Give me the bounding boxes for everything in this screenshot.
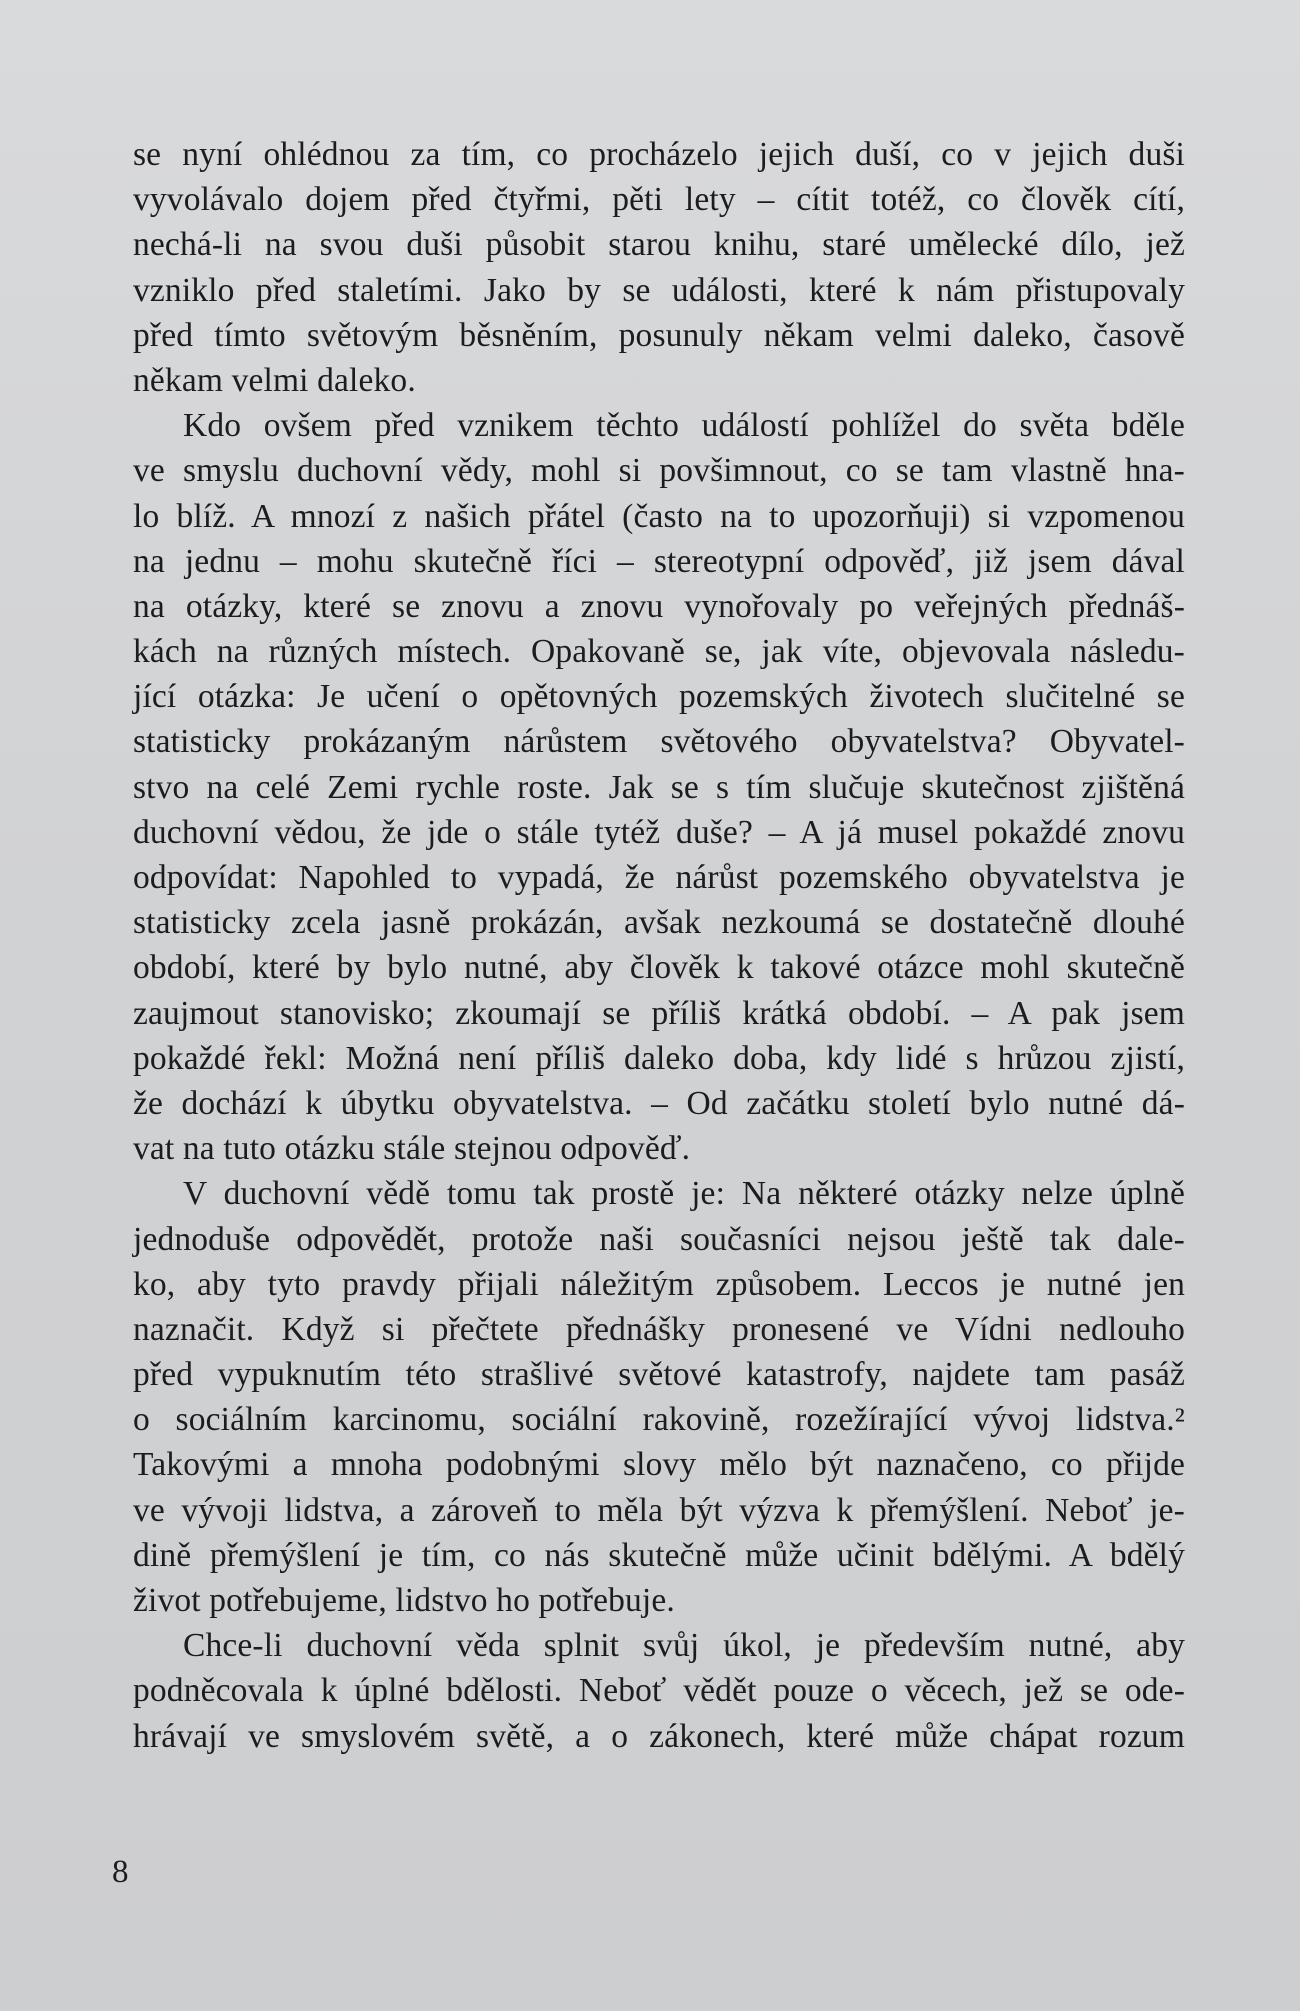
paragraph [133, 403, 1185, 1171]
paragraph [133, 132, 1185, 403]
page-number: 8 [112, 1854, 129, 1890]
text-line: naznačit. Když si přečtete přednášky pronesené ve Vídni nedlouho [133, 1310, 1185, 1348]
text-line: lo blíž. A mnozí z našich přátel (často na to upozorňuji) si vzpomenou [133, 497, 1185, 535]
text-line: pokaždé řekl: Možná není příliš daleko doba, kdy lidé s hrůzou zjistí, [133, 1039, 1185, 1077]
paragraph [133, 1171, 1185, 1623]
text-line: Chce-li duchovní věda splnit svůj úkol, je především nutné, aby [183, 1627, 1185, 1665]
text-line: období, které by bylo nutné, aby člověk k takové otázce mohl skutečně [133, 949, 1185, 987]
text-line: stvo na celé Zemi rychle roste. Jak se s tím slučuje skutečnost zjištěná [133, 768, 1185, 806]
text-line: se nyní ohlédnou za tím, co procházelo jejich duší, co v jejich duši [133, 136, 1185, 173]
text-line: zaujmout stanovisko; zkoumají se příliš krátká období. – A pak jsem [133, 994, 1185, 1032]
text-line: dině přemýšlení je tím, co nás skutečně může učinit bdělými. A bdělý [133, 1536, 1185, 1574]
text-line: vzniklo před staletími. Jako by se události, které k nám přistupovaly [133, 271, 1185, 309]
text-line: ko, aby tyto pravdy přijali náležitým způsobem. Leccos je nutné jen [133, 1265, 1185, 1303]
text-line: Kdo ovšem před vznikem těchto událostí pohlížel do světa bděle [183, 407, 1185, 445]
text-line: jící otázka: Je učení o opětovných pozemských životech slučitelné se [133, 678, 1185, 716]
text-line: statisticky zcela jasně prokázán, avšak nezkoumá se dostatečně dlouhé [133, 904, 1185, 942]
text-line: ve vývoji lidstva, a zároveň to měla být výzva k přemýšlení. Neboť je- [133, 1491, 1185, 1529]
text-line: nechá-li na svou duši působit starou knihu, staré umělecké dílo, jež [133, 226, 1185, 264]
text-line: na jednu – mohu skutečně říci – stereotypní odpověď, již jsem dával [133, 542, 1185, 580]
text-line: statisticky prokázaným nárůstem světového obyvatelstva? Obyvatel- [133, 723, 1185, 761]
paragraph [133, 1623, 1185, 1759]
text-line: život potřebujeme, lidstvo ho potřebuje. [133, 1582, 675, 1619]
text-line: kách na různých místech. Opakovaně se, jak víte, objevovala následu- [133, 633, 1185, 671]
text-line: že dochází k úbytku obyvatelstva. – Od začátku století bylo nutné dá- [133, 1084, 1185, 1122]
text-line: Takovými a mnoha podobnými slovy mělo být naznačeno, co přijde [133, 1446, 1185, 1484]
text-line: vyvolávalo dojem před čtyřmi, pěti lety – cítit totéž, co člověk cítí, [133, 181, 1185, 219]
text-line: hrávají ve smyslovém světě, a o zákonech, které může chápat rozum [133, 1717, 1185, 1755]
text-line: před tímto světovým běsněním, posunuly někam velmi daleko, časově [133, 316, 1185, 354]
text-line: podněcovala k úplné bdělosti. Neboť vědět pouze o věcech, jež se ode- [133, 1672, 1185, 1710]
text-line: V duchovní vědě tomu tak prostě je: Na některé otázky nelze úplně [183, 1175, 1185, 1213]
text-line: před vypuknutím této strašlivé světové katastrofy, najdete tam pasáž [133, 1356, 1185, 1394]
text-line: duchovní vědou, že jde o stále tytéž duše? – A já musel pokaždé znovu [133, 813, 1185, 851]
text-line: o sociálním karcinomu, sociální rakovině, rozežírající vývoj lidstva.² [133, 1401, 1185, 1439]
text-line: odpovídat: Napohled to vypadá, že nárůst pozemského obyvatelstva je [133, 859, 1185, 896]
text-line: vat na tuto otázku stále stejnou odpověď. [133, 1130, 691, 1168]
body-text [133, 132, 1185, 1759]
text-line: ve smyslu duchovní vědy, mohl si povšimnout, co se tam vlastně hna- [133, 452, 1185, 490]
text-line: na otázky, které se znovu a znovu vynořovaly po veřejných přednáš- [133, 587, 1185, 625]
text-line: jednoduše odpovědět, protože naši současníci nejsou ještě tak dale- [133, 1220, 1185, 1258]
text-line: někam velmi daleko. [133, 361, 416, 399]
